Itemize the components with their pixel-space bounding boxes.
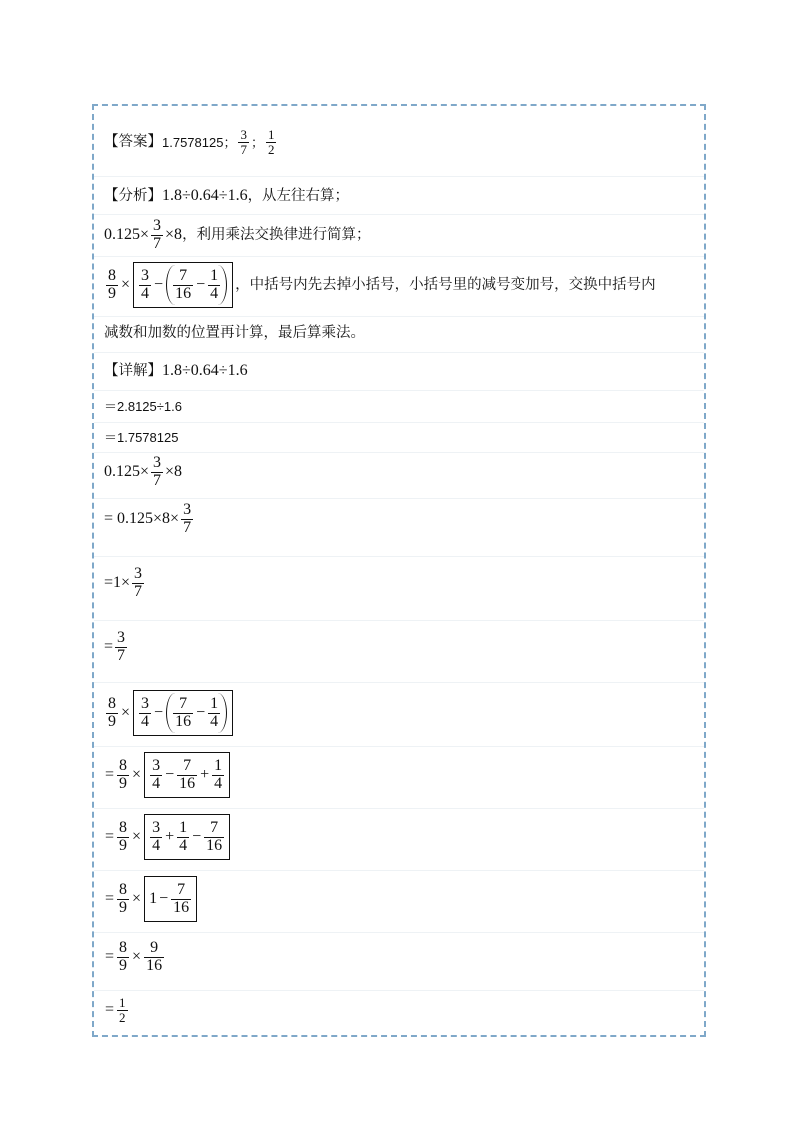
analysis-line-2: 0.125× $\frac{3}{7}$ ×8 ，利用乘法交换律进行简算； xyxy=(104,217,371,252)
detail-part3-step-4: = $\frac{8}{9}$ × $\frac{9}{16}$ xyxy=(105,939,163,974)
answer-line: 【答案】 1.7578125； $\frac{3}{7}$ ； $\frac{1}{2}$ xyxy=(104,127,275,157)
detail-step-2: ＝1.7578125 xyxy=(104,430,179,445)
square-bracket: $\frac{3}{4}$ − $\frac{7}{16}$ − $\frac{1}{4}$ xyxy=(133,262,233,308)
detail-part3-head: $\frac{8}{9}$ × $\frac{3}{4}$ − $\frac{7}{16}$ − $\frac{1}{4}$ xyxy=(104,690,700,736)
detail-part2-step-2: =1× $\frac{3}{7}$ xyxy=(104,565,143,600)
detail-part3-step-3: = $\frac{8}{9}$ × 1 − $\frac{7}{16}$ xyxy=(104,876,700,922)
answer-value: 1.7578125； xyxy=(162,134,237,150)
analysis-label: 【分析】 xyxy=(104,187,162,204)
detail-label: 【详解】 xyxy=(104,362,162,379)
detail-step-1: ＝2.8125÷1.6 xyxy=(104,399,182,414)
detail-part3-step-1: = $\frac{8}{9}$ × $\frac{3}{4}$ − $\frac{7}{16}$ + $\frac{1}{4}$ xyxy=(104,752,700,798)
detail-line: 【详解】 1.8÷0.64÷1.6 xyxy=(104,362,248,379)
detail-part2-step-1: = 0.125×8× $\frac{3}{7}$ xyxy=(104,501,192,536)
answer-frame xyxy=(92,104,706,1037)
detail-part2-step-3: = $\frac{3}{7}$ xyxy=(104,629,126,664)
answer-fraction-2: $\frac{1}{2}$ xyxy=(267,127,275,157)
detail-part3-final: = $\frac{1}{2}$ xyxy=(105,995,126,1025)
round-bracket: $\frac{7}{16}$ − $\frac{1}{4}$ xyxy=(166,265,227,305)
answer-label: 【答案】 xyxy=(104,133,162,150)
analysis-line-1: 【分析】 1.8÷0.64÷1.6 ，从左往右算； xyxy=(104,187,350,204)
analysis-line-4: 减数和加数的位置再计算，最后算乘法。 xyxy=(104,325,365,341)
detail-part3-step-2: = $\frac{8}{9}$ × $\frac{3}{4}$ + $\frac{1}{4}$ − $\frac{7}{16}$ xyxy=(104,814,700,860)
analysis-line-3: $\frac{8}{9}$ × $\frac{3}{4}$ − $\frac{7}{16}$ − $\frac{1}{4}$ ，中括号内先去掉小括号，小括号里的减号变加号，交换中括号内 xyxy=(104,262,700,308)
answer-fraction-1: $\frac{3}{7}$ xyxy=(240,127,247,157)
detail-part2-head: 0.125× $\frac{3}{7}$ ×8 xyxy=(104,454,183,489)
